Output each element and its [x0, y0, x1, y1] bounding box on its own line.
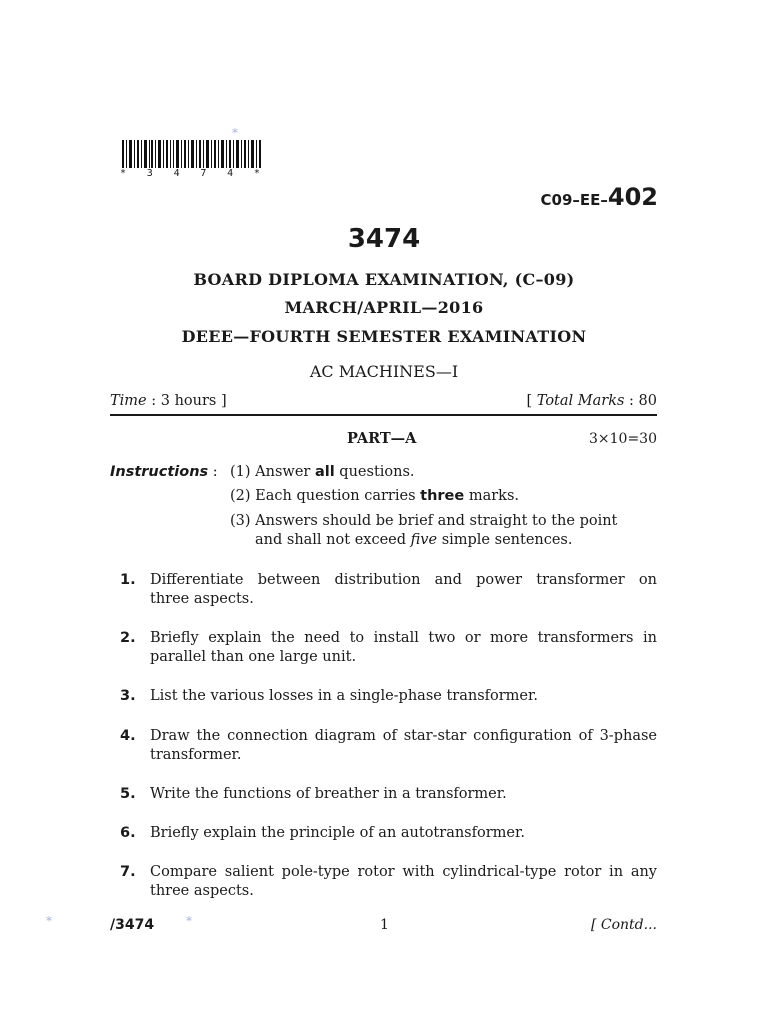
- decorative-star-icon: *: [186, 914, 192, 928]
- instruction-item: [230, 513, 617, 529]
- question: [110, 571, 657, 609]
- instruction-item: [230, 488, 519, 504]
- question-number: 6.: [120, 825, 136, 841]
- question: [110, 687, 657, 706]
- question-number: 5.: [120, 786, 136, 802]
- instruction-num: (2): [230, 488, 251, 504]
- barcode-digit: *: [120, 168, 129, 179]
- barcode-digits: [120, 168, 262, 179]
- question-number: 1.: [120, 572, 136, 588]
- header-line-2: MARCH/APRIL—2016: [284, 298, 484, 317]
- question: [110, 785, 657, 804]
- header-divider: [110, 414, 657, 416]
- instruction-text: Answers should be brief and straight to the point: [255, 513, 618, 529]
- paper-code-prefix: C09–EE–: [540, 191, 608, 209]
- question-text: Briefly explain the principle of an autotransformer.: [150, 825, 525, 841]
- page-number: 1: [380, 917, 389, 933]
- paper-code-number: 402: [607, 183, 658, 211]
- total-marks-label: Total Marks: [536, 393, 625, 409]
- time-marks-bar: [110, 393, 657, 409]
- barcode-digit: 7: [200, 168, 209, 179]
- header-line-1: BOARD DIPLOMA EXAMINATION, (C–09): [193, 270, 575, 289]
- instruction-text: marks.: [468, 488, 519, 504]
- question-text: Write the functions of breather in a transformer.: [150, 786, 507, 802]
- instruction-text: questions.: [339, 464, 415, 480]
- time-value: : 3 hours ]: [151, 393, 227, 409]
- continued-label: [ Contd...: [590, 917, 657, 933]
- instructions-label-text: Instructions: [110, 464, 209, 480]
- question-text: transformer.: [150, 747, 242, 763]
- decorative-star-icon: *: [46, 914, 52, 928]
- paper-code: [541, 183, 659, 211]
- barcode: [120, 140, 262, 168]
- instruction-text: Each question carries: [255, 488, 416, 504]
- subject-title: AC MACHINES—I: [309, 362, 459, 381]
- question-number: 7.: [120, 864, 136, 880]
- decorative-star-icon: *: [232, 126, 238, 140]
- part-title: PART—A: [347, 430, 417, 447]
- barcode-digit: 3: [146, 168, 155, 179]
- instruction-num: (1): [230, 464, 251, 480]
- instruction-bold: all: [314, 464, 335, 480]
- footer-code: /3474: [110, 917, 155, 933]
- instruction-text: and shall not exceed: [255, 532, 407, 548]
- question: [110, 727, 657, 765]
- question-text: Draw the connection diagram of star-star configuration of 3-phase: [150, 728, 657, 744]
- question-text: Differentiate between distribution and power transformer on: [150, 572, 657, 588]
- total-marks-info: [527, 393, 658, 409]
- question-text: parallel than one large unit.: [150, 649, 357, 665]
- part-marks: 3×10=30: [589, 431, 657, 447]
- instruction-bold: three: [420, 488, 465, 504]
- question-text: List the various losses in a single-phase transformer.: [150, 688, 538, 704]
- question-number: 3.: [120, 688, 136, 704]
- question-number: 4.: [120, 728, 136, 744]
- question-text: Compare salient pole-type rotor with cylindrical-type rotor in any: [150, 864, 657, 880]
- instruction-num: (3): [230, 513, 251, 529]
- barcode-digit: *: [253, 168, 262, 179]
- instruction-italic: five: [410, 532, 438, 548]
- instruction-item: [230, 464, 415, 480]
- question-number: 2.: [120, 630, 136, 646]
- time-info: [110, 393, 227, 409]
- question-text: three aspects.: [150, 591, 254, 607]
- barcode-digit: 4: [227, 168, 236, 179]
- question: [110, 629, 657, 667]
- exam-number: 3474: [347, 224, 421, 254]
- question-text: three aspects.: [150, 883, 254, 899]
- time-label: Time: [110, 393, 147, 409]
- instruction-text: simple sentences.: [441, 532, 573, 548]
- question: [110, 863, 657, 901]
- instruction-item-continued: [255, 532, 573, 548]
- instruction-text: Answer: [255, 464, 311, 480]
- question: [110, 824, 657, 843]
- question-text: Briefly explain the need to install two or more transformers in: [150, 630, 657, 646]
- header-line-3: DEEE—FOURTH SEMESTER EXAMINATION: [181, 327, 587, 346]
- instructions-label: Instructions :: [110, 464, 218, 480]
- total-marks-value: : 80: [629, 393, 657, 409]
- barcode-digit: 4: [173, 168, 182, 179]
- total-marks-open: [: [526, 393, 533, 409]
